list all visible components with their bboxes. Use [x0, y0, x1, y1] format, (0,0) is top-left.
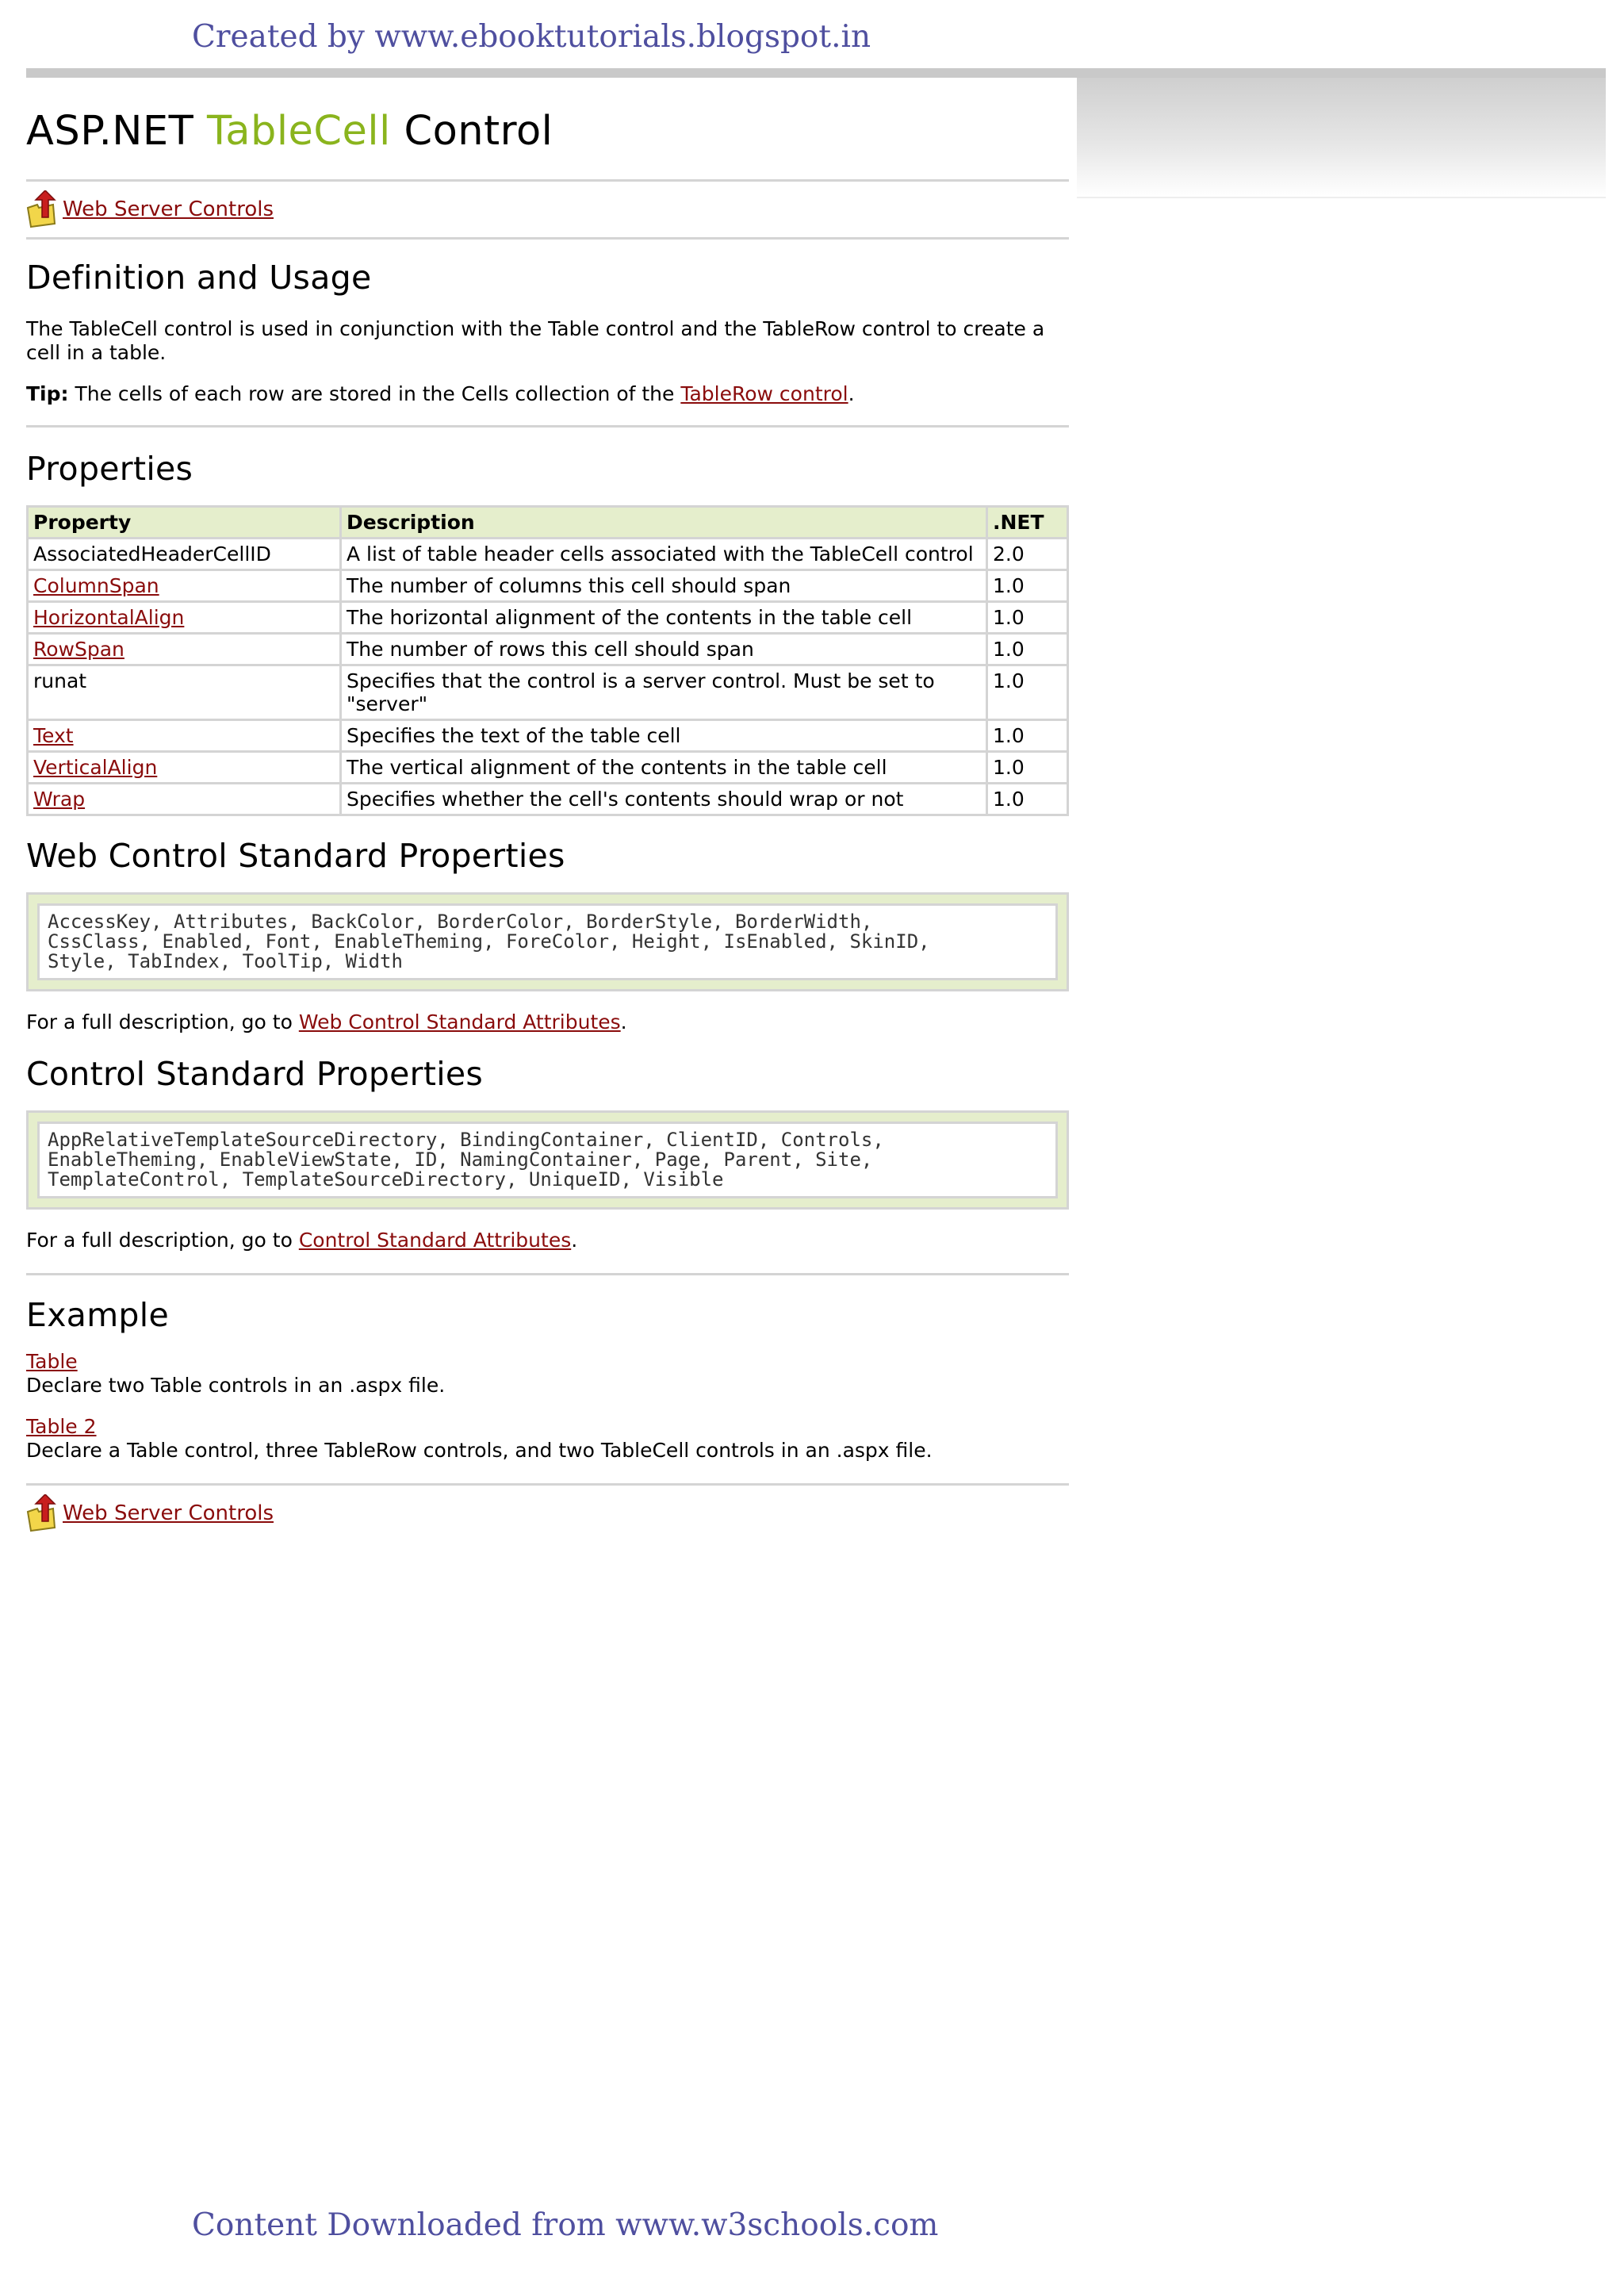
- control-std-desc-end: .: [571, 1229, 578, 1252]
- property-net-version-cell: 1.0: [987, 720, 1068, 752]
- web-control-code: [37, 903, 1058, 980]
- column-header-description: Description: [341, 507, 987, 539]
- web-control-desc-prefix: For a full description, go to: [26, 1010, 299, 1033]
- property-name-cell: [28, 720, 341, 752]
- example-item: [26, 1350, 1069, 1398]
- table-row: [28, 665, 1068, 720]
- example-section: [26, 1296, 1069, 1463]
- control-standard-heading: Control Standard Properties: [26, 1055, 484, 1093]
- nav-back-bottom: [26, 1486, 1069, 1541]
- control-standard-code: [37, 1122, 1058, 1198]
- code-line: AccessKey, Attributes, BackColor, BorderColor, BorderStyle, BorderWidth,: [48, 911, 873, 933]
- property-description-cell: The number of columns this cell should span: [341, 570, 987, 602]
- definition-heading: Definition and Usage: [26, 259, 372, 297]
- properties-table-body: [28, 539, 1068, 815]
- control-std-desc-prefix: For a full description, go to: [26, 1229, 299, 1252]
- definition-text: The TableCell control is used in conjunction with the Table control and the TableRow control to create a cell in a table.: [26, 317, 1045, 364]
- table-row: [28, 634, 1068, 665]
- control-standard-description: [26, 1229, 1069, 1252]
- control-standard-attributes-link[interactable]: Control Standard Attributes: [298, 1229, 572, 1252]
- property-name: runat: [33, 669, 87, 692]
- property-link[interactable]: ColumnSpan: [33, 574, 159, 597]
- property-name: AssociatedHeaderCellID: [33, 543, 271, 566]
- tip-paragraph: [26, 382, 1069, 406]
- property-description-cell: The horizontal alignment of the contents in the table cell: [341, 602, 987, 634]
- footer-credit: Content Downloaded from www.w3schools.com: [192, 2207, 939, 2243]
- top-strip: [26, 68, 1606, 78]
- property-description-cell: The number of rows this cell should span: [341, 634, 987, 665]
- folder-up-arrow-icon: [26, 190, 59, 228]
- property-description-cell: The vertical alignment of the contents in the table cell: [341, 752, 987, 784]
- web-control-description: [26, 1010, 1069, 1034]
- web-control-standard-attributes-link[interactable]: Web Control Standard Attributes: [298, 1010, 621, 1033]
- property-net-version-cell: 2.0: [987, 539, 1068, 570]
- column-header-net: .NET: [987, 507, 1068, 539]
- definition-section: [26, 240, 1069, 406]
- property-name-cell: [28, 752, 341, 784]
- web-server-controls-link[interactable]: Web Server Controls: [63, 1501, 274, 1525]
- nav-back-top: [26, 182, 1069, 237]
- property-name-cell: [28, 570, 341, 602]
- property-net-version-cell: 1.0: [987, 602, 1068, 634]
- tip-end: .: [848, 382, 855, 405]
- divider: [26, 1273, 1069, 1275]
- table-row: [28, 602, 1068, 634]
- web-control-heading: Web Control Standard Properties: [26, 837, 565, 875]
- property-description-cell: Specifies the text of the table cell: [341, 720, 987, 752]
- property-link[interactable]: HorizontalAlign: [33, 606, 185, 629]
- property-name-cell: [28, 784, 341, 815]
- property-net-version-cell: 1.0: [987, 665, 1068, 720]
- properties-section: [26, 428, 1069, 816]
- property-net-version-cell: 1.0: [987, 784, 1068, 815]
- example-table-2-link[interactable]: Table 2: [26, 1415, 97, 1438]
- tip-text: The cells of each row are stored in the Cells collection of the: [68, 382, 681, 405]
- table-row: [28, 752, 1068, 784]
- property-description-cell: Specifies that the control is a server control. Must be set to "server": [341, 665, 987, 720]
- property-name-cell: [28, 539, 341, 570]
- main-content: [26, 78, 1069, 1541]
- title-prefix: ASP.NET: [26, 108, 208, 155]
- table-row: [28, 720, 1068, 752]
- example-item: [26, 1415, 1069, 1463]
- table-header-row: [28, 507, 1068, 539]
- code-line: Style, TabIndex, ToolTip, Width: [48, 950, 403, 972]
- example-table-text: Declare two Table controls in an .aspx file.: [26, 1374, 446, 1397]
- tip-label: Tip:: [26, 382, 69, 405]
- property-net-version-cell: 1.0: [987, 570, 1068, 602]
- property-link[interactable]: Wrap: [33, 788, 86, 811]
- property-link[interactable]: RowSpan: [33, 638, 124, 661]
- web-control-code-box: [26, 892, 1069, 991]
- web-control-desc-end: .: [620, 1010, 627, 1033]
- properties-heading: Properties: [26, 450, 193, 488]
- example-table-link[interactable]: Table: [26, 1350, 78, 1373]
- control-standard-code-box: [26, 1110, 1069, 1210]
- web-server-controls-link[interactable]: Web Server Controls: [63, 197, 274, 221]
- title-suffix: Control: [390, 108, 553, 155]
- code-line: CssClass, Enabled, Font, EnableTheming, ForeColor, Height, IsEnabled, SkinID,: [48, 930, 930, 953]
- property-net-version-cell: 1.0: [987, 752, 1068, 784]
- property-link[interactable]: VerticalAlign: [33, 756, 158, 779]
- column-header-property: Property: [28, 507, 341, 539]
- tablerow-control-link[interactable]: TableRow control: [680, 382, 848, 405]
- table-row: [28, 784, 1068, 815]
- code-line: AppRelativeTemplateSourceDirectory, BindingContainer, ClientID, Controls,: [48, 1129, 884, 1151]
- folder-up-arrow-icon: [26, 1494, 59, 1532]
- property-name-cell: [28, 665, 341, 720]
- code-line: EnableTheming, EnableViewState, ID, NamingContainer, Page, Parent, Site,: [48, 1148, 873, 1171]
- properties-table: [26, 505, 1069, 816]
- table-row: [28, 539, 1068, 570]
- top-shade: [1077, 78, 1606, 198]
- property-link[interactable]: Text: [33, 724, 74, 747]
- page-title: [26, 78, 1069, 179]
- code-line: TemplateControl, TemplateSourceDirectory, UniqueID, Visible: [48, 1168, 724, 1191]
- property-name-cell: [28, 602, 341, 634]
- title-accent: TableCell: [207, 108, 391, 155]
- property-net-version-cell: 1.0: [987, 634, 1068, 665]
- header-credit: Created by www.ebooktutorials.blogspot.in: [192, 19, 871, 55]
- example-heading: Example: [26, 1296, 169, 1334]
- property-name-cell: [28, 634, 341, 665]
- property-description-cell: Specifies whether the cell's contents should wrap or not: [341, 784, 987, 815]
- example-table-2-text: Declare a Table control, three TableRow controls, and two TableCell controls in an .aspx file.: [26, 1439, 933, 1462]
- property-description-cell: A list of table header cells associated with the TableCell control: [341, 539, 987, 570]
- table-row: [28, 570, 1068, 602]
